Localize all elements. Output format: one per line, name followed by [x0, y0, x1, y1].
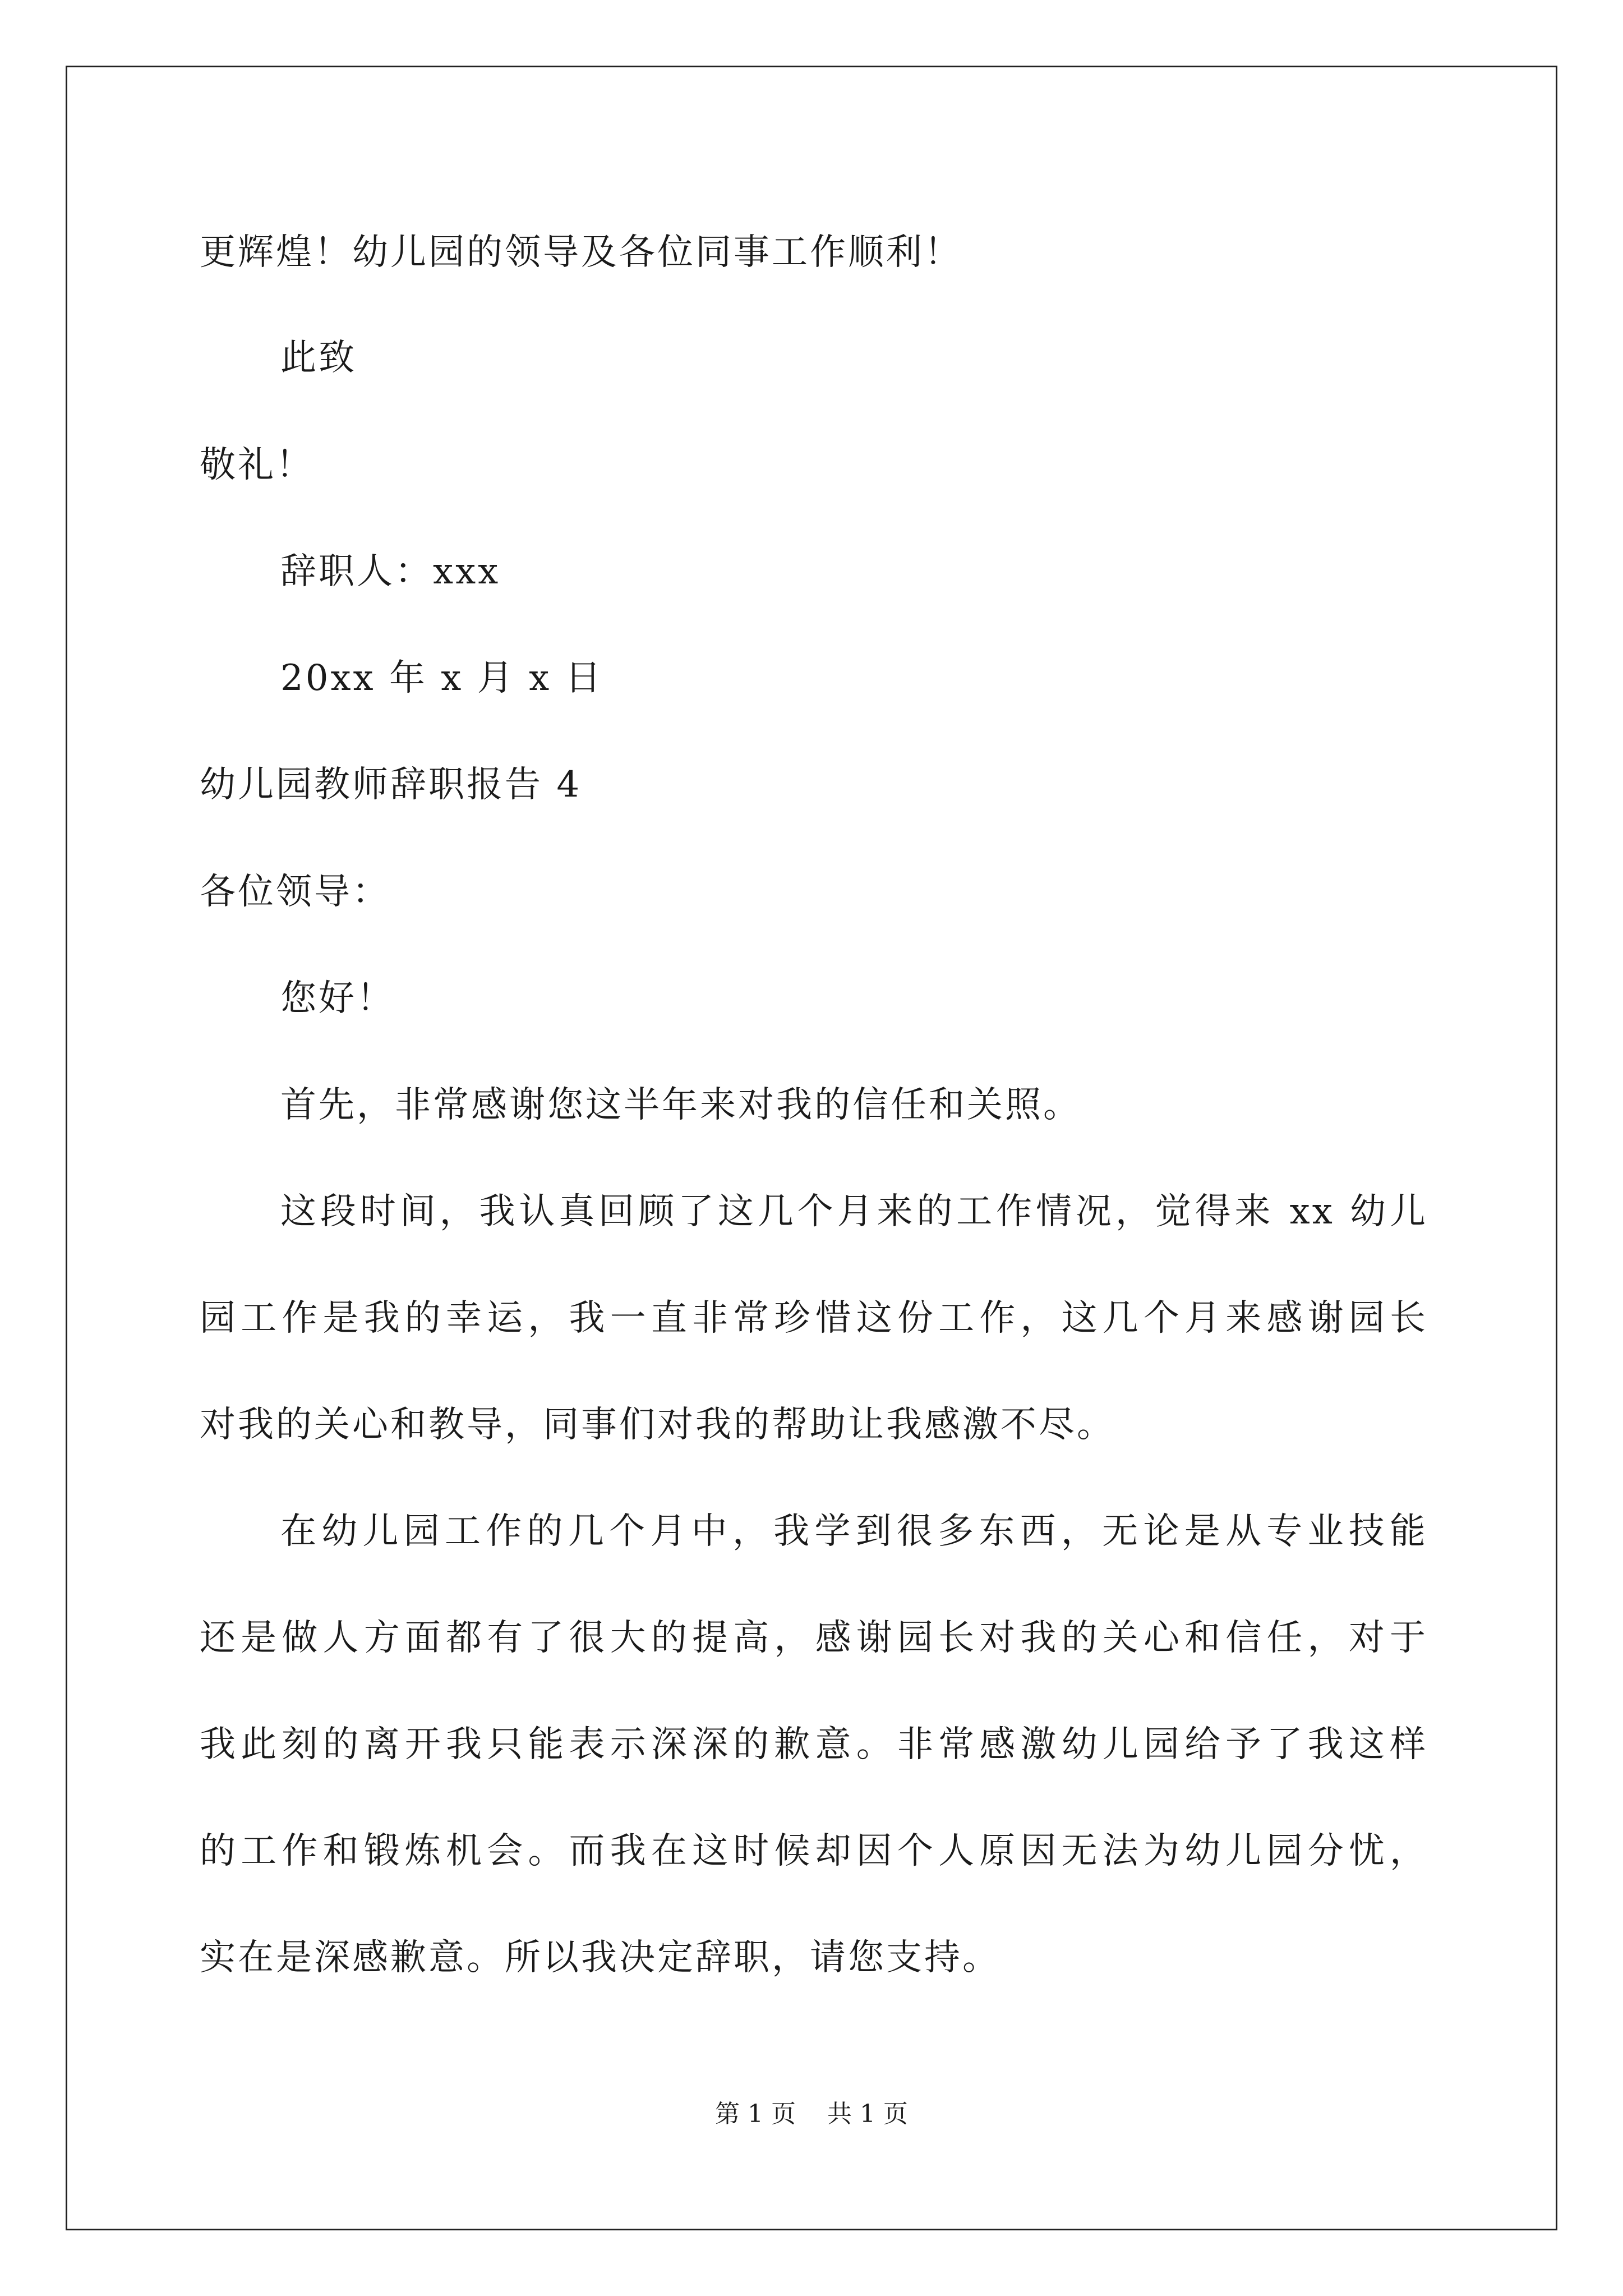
text-line-closing-wish: 更辉煌！幼儿园的领导及各位同事工作顺利！: [200, 232, 962, 273]
text-line-salutation-1: 此致: [280, 337, 357, 379]
paragraph-3-line-4: 的工作和锻炼机会。而我在这时候却因个人原因无法为幼儿园分忧，: [200, 1830, 1428, 1872]
paragraph-2-line-3: 对我的关心和教导，同事们对我的帮助让我感激不尽。: [200, 1404, 1115, 1446]
page-frame: [66, 66, 1557, 2230]
text-line-salutation-2: 敬礼！: [200, 444, 314, 486]
text-line-signature: 辞职人：xxx: [280, 551, 501, 592]
paragraph-3-line-2: 还是做人方面都有了很大的提高，感谢园长对我的关心和信任，对于: [200, 1617, 1428, 1659]
page-footer: 第 1 页 共 1 页: [715, 2100, 908, 2128]
paragraph-3-line-1: 在幼儿园工作的几个月中，我学到很多东西，无论是从专业技能: [280, 1511, 1428, 1552]
section-title: 幼儿园教师辞职报告 4: [200, 764, 582, 806]
text-line-addressee: 各位领导：: [200, 871, 390, 913]
paragraph-2-line-2: 园工作是我的幸运，我一直非常珍惜这份工作，这几个月来感谢园长: [200, 1297, 1428, 1339]
paragraph-2-line-1: 这段时间，我认真回顾了这几个月来的工作情况，觉得来 xx 幼儿: [280, 1191, 1428, 1232]
paragraph-3-line-5: 实在是深感歉意。所以我决定辞职，请您支持。: [200, 1937, 1000, 1978]
paragraph-3-line-3: 我此刻的离开我只能表示深深的歉意。非常感激幼儿园给予了我这样: [200, 1724, 1428, 1765]
text-line-date: 20xx 年 x 月 x 日: [280, 657, 603, 699]
text-line-greeting: 您好！: [280, 978, 395, 1019]
paragraph-1-line-1: 首先，非常感谢您这半年来对我的信任和关照。: [280, 1084, 1081, 1126]
